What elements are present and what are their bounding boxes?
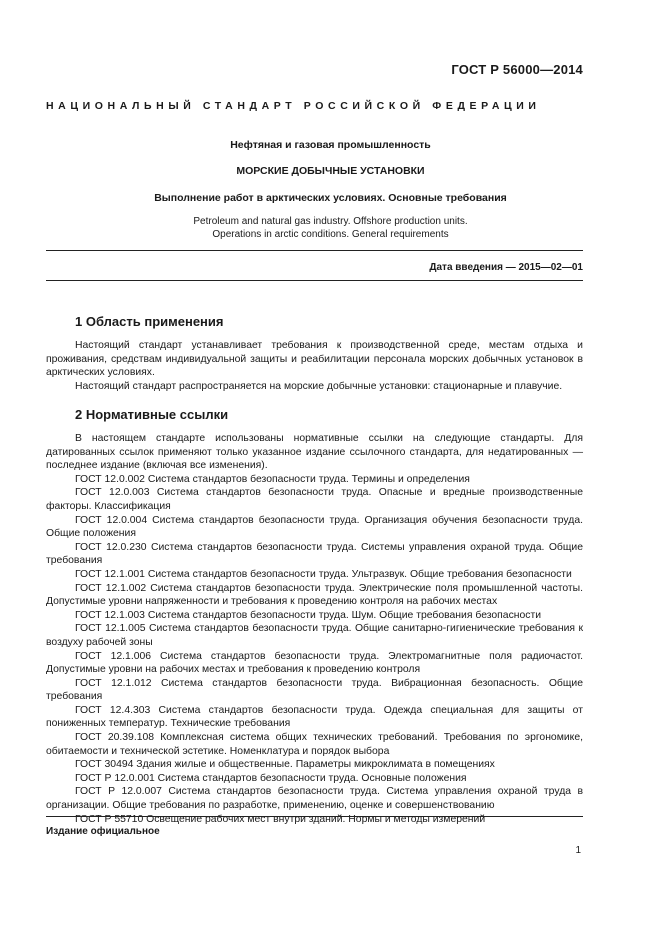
section1-paragraph: Настоящий стандарт устанавливает требования к производственной среде, местам отдыха и проживания, средствам индивидуальной защиты и реабилитации персонала морских добычных установок в арктических условиях. bbox=[46, 340, 583, 379]
reference-item: ГОСТ Р 55710 Освещение рабочих мест внутри зданий. Нормы и методы измерений bbox=[75, 813, 486, 825]
reference-item: ГОСТ 12.1.002 Система стандартов безопасности труда. Электрические поля промышленной частоты. Допустимые уровни напряженности и требования к проведению контроля на рабочих местах bbox=[46, 582, 583, 608]
reference-item: ГОСТ Р 12.0.001 Система стандартов безопасности труда. Основные положения bbox=[75, 772, 467, 784]
title-subject: МОРСКИЕ ДОБЫЧНЫЕ УСТАНОВКИ bbox=[236, 165, 425, 177]
reference-item: ГОСТ 12.1.012 Система стандартов безопасности труда. Вибрационная безопасность. Общие требования bbox=[46, 677, 583, 703]
section2-intro: В настоящем стандарте использованы нормативные ссылки на следующие стандарты. Для датированных ссылок применяют только указанное издание ссылочного стандарта, для недатированных — последнее издание (включая все изменения). bbox=[46, 433, 583, 472]
section1-heading: 1 Область применения bbox=[75, 314, 224, 329]
reference-item: ГОСТ 12.0.002 Система стандартов безопасности труда. Термины и определения bbox=[75, 473, 470, 485]
section2-body bbox=[46, 432, 583, 826]
reference-item: ГОСТ 12.1.006 Система стандартов безопасности труда. Электромагнитные поля радиочастот. Допустимые уровни на рабочих местах и требования к проведению контроля bbox=[46, 650, 583, 676]
section2-heading: 2 Нормативные ссылки bbox=[75, 407, 229, 422]
title-industry: Нефтяная и газовая промышленность bbox=[230, 139, 431, 151]
title-english-line2: Operations in arctic conditions. General requirements bbox=[212, 229, 449, 240]
official-edition-label: Издание официальное bbox=[46, 826, 160, 837]
title-main: Выполнение работ в арктических условиях. Основные требования bbox=[154, 192, 507, 204]
reference-item: ГОСТ 12.1.003 Система стандартов безопасности труда. Шум. Общие требования безопасности bbox=[75, 609, 542, 621]
page-number: 1 bbox=[575, 845, 581, 856]
reference-item: ГОСТ 12.0.004 Система стандартов безопасности труда. Организация обучения безопасности труда. Общие положения bbox=[46, 514, 583, 540]
reference-item: ГОСТ 30494 Здания жилые и общественные. Параметры микроклимата в помещениях bbox=[75, 759, 495, 771]
standard-number: ГОСТ Р 56000—2014 bbox=[451, 62, 583, 77]
introduction-date: Дата введения — 2015—02—01 bbox=[429, 262, 583, 273]
reference-item: ГОСТ 12.1.001 Система стандартов безопасности труда. Ультразвук. Общие требования безопасности bbox=[75, 568, 572, 580]
footer-divider bbox=[46, 816, 583, 817]
national-standard-banner: НАЦИОНАЛЬНЫЙ СТАНДАРТ РОССИЙСКОЙ ФЕДЕРАЦИИ bbox=[46, 100, 541, 112]
reference-item: ГОСТ 12.4.303 Система стандартов безопасности труда. Одежда специальная для защиты от пониженных температур. Технические требования bbox=[46, 704, 583, 730]
reference-item: ГОСТ 12.0.230 Система стандартов безопасности труда. Системы управления охраной труда. Общие требования bbox=[46, 541, 583, 567]
reference-item: ГОСТ Р 12.0.007 Система стандартов безопасности труда. Система управления охраной труда в организации. Общие требования по разработке, применению, оценке и совершенствованию bbox=[46, 786, 583, 812]
section1-paragraph: Настоящий стандарт распространяется на морские добычные установки: стационарные и плавучие. bbox=[75, 380, 563, 392]
reference-item: ГОСТ 12.0.003 Система стандартов безопасности труда. Опасные и вредные производственные факторы. Классификация bbox=[46, 487, 583, 512]
reference-item: ГОСТ 12.1.005 Система стандартов безопасности труда. Общие санитарно-гигиенические требования к воздуху рабочей зоны bbox=[46, 623, 583, 648]
divider-top bbox=[46, 250, 583, 251]
section1-body bbox=[46, 339, 583, 393]
title-english-line1: Petroleum and natural gas industry. Offshore production units. bbox=[193, 216, 468, 227]
divider-bottom bbox=[46, 280, 583, 281]
reference-item: ГОСТ 20.39.108 Комплексная система общих технических требований. Требования по эргономике, обитаемости и технической эстетике. Номенклатура и порядок выбора bbox=[46, 732, 583, 757]
